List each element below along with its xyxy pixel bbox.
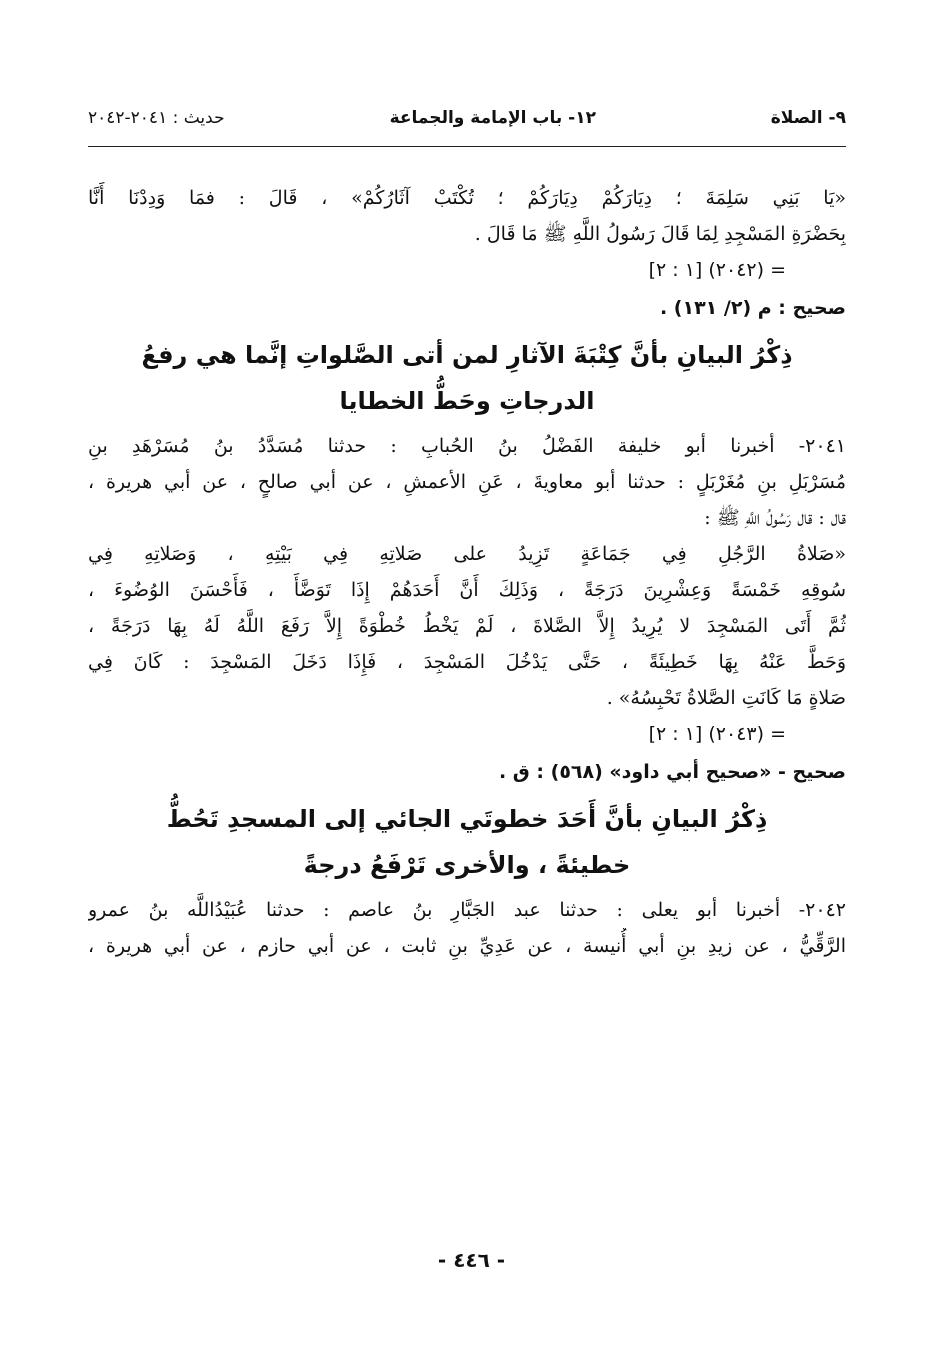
isnad-line: مُسَرْبَلِ بنِ مُغَرْبَلٍ : حدثنا أبو معاويةَ ، عَنِ الأعمشِ ، عن أبي صالحٍ ، عن أبي هريرة ،	[88, 471, 846, 493]
matn-line: وَحَطَّ عَنْهُ بِهَا خَطِيئَةً ، حَتَّى يَدْخُلَ المَسْجِدَ ، فَإِذَا دَخَلَ المَسْجِدَ : كَانَ فِي	[88, 651, 846, 673]
matn-line: ثُمَّ أَتَى المَسْجِدَ لا يُرِيدُ إِلاَّ الصَّلاةَ ، لَمْ يَخْطُ خُطْوَةً إِلاَّ رَفَعَ اللَّهُ لَهُ بِهَا دَرَجَةً ،	[88, 615, 846, 637]
cross-reference: = (٢٠٤٢) [١ : ٢]	[648, 259, 786, 281]
text-line: «يَا بَنِي سَلِمَةَ ؛ دِيَارَكُمْ دِيَارَكُمْ ؛ تُكْتَبْ آثَارُكُمْ» ، قَالَ : فمَا وَدِدْنَا أَنَّا	[88, 187, 846, 209]
matn-line: صَلاةٍ مَا كَانَتِ الصَّلاةُ تَحْبِسُهُ» .	[606, 687, 846, 709]
running-header	[88, 108, 846, 144]
matn-line: سُوقِهِ خَمْسَةً وَعِشْرِينَ دَرَجَةً ، وَذَلِكَ أَنَّ أَحَدَهُمْ إِذَا تَوَضَّأَ ، فَأَحْسَنَ الوُضُوءَ ،	[88, 579, 846, 601]
chapter-heading-line: الدرجاتِ وحَطُّ الخطايا	[339, 387, 595, 415]
chapter-heading-line: ذِكْرُ البيانِ بأنَّ أَحَدَ خطوتَي الجائي إلى المسجدِ تَحُطُّ	[166, 805, 768, 833]
matn-line: «صَلاةُ الرَّجُلِ فِي جَمَاعَةٍ تَزِيدُ على صَلاتِهِ فِي بَيْتِهِ ، وَصَلاتِهِ فِي	[88, 543, 846, 565]
grading-note: صحيح : م (٢/ ١٣١) .	[659, 297, 846, 319]
header-divider	[88, 146, 846, 147]
chapter-title: ٩- الصلاة	[770, 108, 846, 128]
isnad-line: الرَّقِّيُّ ، عن زيدِ بنِ أبي أُنيسة ، عن عَدِيِّ بنِ ثابت ، عن أبي حازم ، عن أبي هريرة ،	[88, 935, 846, 957]
isnad-line: قال : قال رَسُولُ اللَّهِ ﷺ :	[704, 507, 846, 529]
isnad-line: ٢٠٤٢- أخبرنا أبو يعلى : حدثنا عبد الجَبَّارِ بنُ عاصم : حدثنا عُبَيْدُاللَّه بنُ عمرو	[88, 899, 846, 921]
text-line: بِحَضْرَةِ المَسْجِدِ لِمَا قَالَ رَسُولُ اللَّهِ ﷺ مَا قَالَ .	[474, 223, 846, 245]
grading-note: صحيح - «صحيح أبي داود» (٥٦٨) : ق .	[498, 761, 846, 783]
page-body	[88, 180, 846, 964]
page-number: - ٤٤٦ -	[437, 1248, 506, 1272]
chapter-heading-line: ذِكْرُ البيانِ بأنَّ كِتْبَةَ الآثارِ لمن أتى الصَّلواتِ إنَّما هي رفعُ	[141, 341, 793, 369]
isnad-line: ٢٠٤١- أخبرنا أبو خليفة الفَضْلُ بنُ الحُبابِ : حدثنا مُسَدَّدُ بنُ مُسَرْهَدِ بنِ	[88, 435, 846, 457]
section-title: ١٢- باب الإمامة والجماعة	[389, 108, 596, 128]
cross-reference: = (٢٠٤٣) [١ : ٢]	[648, 723, 786, 745]
chapter-heading-line: خطيئةً ، والأخرى تَرْفَعُ درجةً	[303, 851, 631, 879]
hadith-range: حديث : ٢٠٤١-٢٠٤٢	[88, 108, 225, 128]
